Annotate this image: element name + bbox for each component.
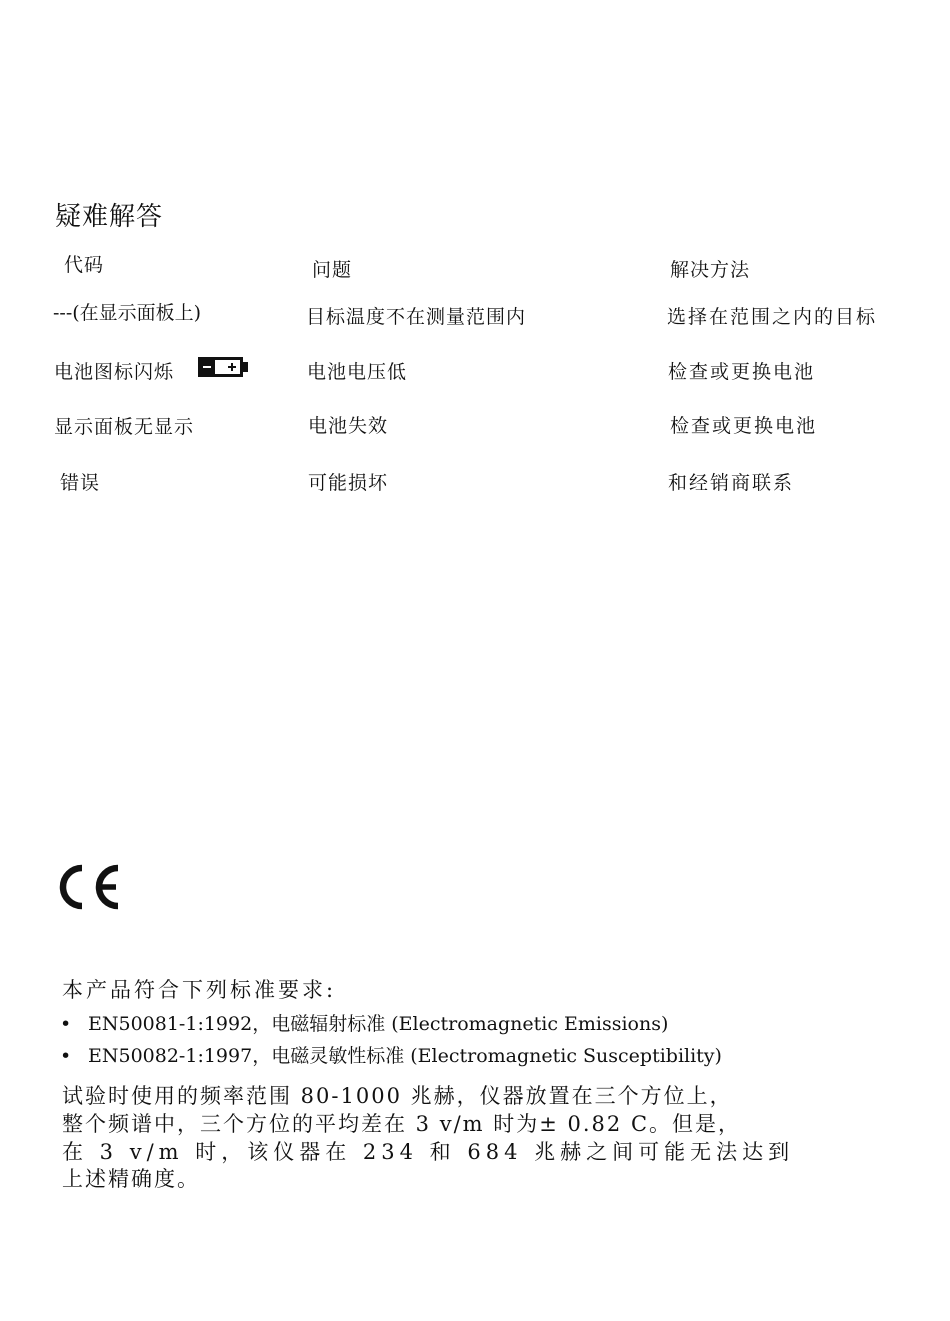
solution-cell: 检查或更换电池 bbox=[670, 415, 818, 437]
paragraph-line: 试验时使用的频率范围 80-1000 兆赫，仪器放置在三个方位上， bbox=[62, 1084, 733, 1108]
paragraph-line: 上述精确度。 bbox=[62, 1167, 200, 1191]
code-cell: 电池图标闪烁 bbox=[54, 361, 175, 383]
ce-mark-logo bbox=[56, 863, 122, 911]
list-item bbox=[60, 1009, 668, 1036]
paragraph-line: 在 3 v/m 时，该仪器在 234 和 684 兆赫之间可能无法达到 bbox=[62, 1140, 795, 1164]
code-cell: ---(在显示面板上) bbox=[53, 302, 202, 324]
bullet: • bbox=[60, 1045, 72, 1067]
code-cell: 错误 bbox=[60, 472, 101, 494]
paragraph-line: 整个频谱中，三个方位的平均差在 3 v/m 时为± 0.82 C。但是， bbox=[62, 1112, 742, 1136]
solution-cell: 和经销商联系 bbox=[668, 472, 795, 494]
problem-cell: 电池电压低 bbox=[307, 361, 408, 383]
header-code: 代码 bbox=[64, 254, 105, 276]
code-cell: 显示面板无显示 bbox=[54, 416, 195, 438]
section-title: 疑难解答 bbox=[55, 202, 164, 232]
battery-low-icon bbox=[197, 356, 249, 378]
problem-cell: 可能损坏 bbox=[308, 472, 389, 494]
problem-cell: 电池失效 bbox=[308, 415, 389, 437]
solution-cell: 检查或更换电池 bbox=[668, 361, 816, 383]
problem-cell: 目标温度不在测量范围内 bbox=[306, 306, 527, 328]
standard-text: EN50082-1:1997，电磁灵敏性标准 (Electromagnetic Susceptibility) bbox=[88, 1045, 722, 1067]
solution-cell: 选择在范围之内的目标 bbox=[667, 306, 878, 328]
header-solution: 解决方法 bbox=[670, 259, 751, 281]
header-problem: 问题 bbox=[312, 259, 353, 281]
bullet: • bbox=[60, 1013, 72, 1035]
list-item bbox=[60, 1041, 722, 1068]
standards-intro: 本产品符合下列标准要求: bbox=[62, 978, 337, 1002]
standard-text: EN50081-1:1992，电磁辐射标准 (Electromagnetic Emissions) bbox=[88, 1013, 669, 1035]
